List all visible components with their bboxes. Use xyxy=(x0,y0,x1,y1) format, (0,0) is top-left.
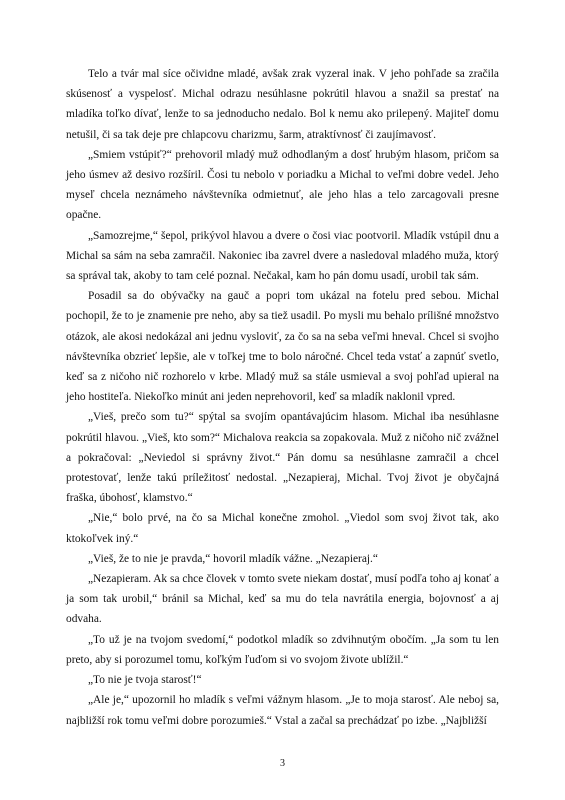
paragraph: „Nezapieram. Ak sa chce človek v tomto svete niekam dostať, musí podľa toho aj konať a ja som tak urobil,“ bránil sa Michal, keď sa mu do tela navrátila energia, bojovnosť a aj odvaha. xyxy=(66,573,499,626)
paragraph: „Ale je,“ upozornil ho mladík s veľmi vážnym hlasom. „Je to moja starosť. Ale neboj sa, najbližší rok tomu veľmi dobre porozumieš.“ Vstal a začal sa prechádzať po izbe. „Najbližší xyxy=(66,694,499,727)
paragraph: Posadil sa do obývačky na gauč a popri tom ukázal na fotelu pred sebou. Michal pochopil, že to je znamenie pre neho, aby sa tiež usadil. Po mysli mu behalo prílišné množstvo otázok, ale akosi nedokázal ani jednu vysloviť, za čo sa na seba veľmi hneval. Chcel si svojho návštevníka obzrieť lepšie, ale v toľkej tme to bolo náročné. Chcel teda vstať a zapnúť svetlo, keď sa z ničoho nič rozhorelo v krbe. Mladý muž sa stále usmieval a svoj pohľad upieral na jeho hostiteľa. Niekoľko minút ani jeden neprehovoril, keď sa mladík naklonil vpred. xyxy=(66,290,499,404)
paragraph: „To už je na tvojom svedomí,“ podotkol mladík so zdvihnutým obočím. „Ja som tu len preto, aby si porozumel tomu, koľkým ľuďom si vo svojom živote ublížil.“ xyxy=(66,633,499,666)
paragraph: „Samozrejme,“ šepol, prikývol hlavou a dvere o čosi viac pootvoril. Mladík vstúpil dnu a Michal sa sám na seba zamračil. Nakoniec iba zavrel dvere a nasledoval mladého muža, ktorý sa správal tak, akoby to tam celé poznal. Nečakal, kam ho pán domu usadí, urobil tak sám. xyxy=(66,229,499,283)
body-text xyxy=(66,64,499,731)
paragraph: „Nie,“ bolo prvé, na čo sa Michal konečne zmohol. „Viedol som svoj život tak, ako ktokoľvek iný.“ xyxy=(66,512,499,545)
page-number: 3 xyxy=(280,758,285,769)
paragraph: „Smiem vstúpiť?“ prehovoril mladý muž odhodlaným a dosť hrubým hlasom, pričom sa jeho úsmev až desivo rozšíril. Čosi tu nebolo v poriadku a Michal to veľmi dobre vedel. Jeho myseľ chcela neznámeho návštevníka odmietnuť, ale jeho hlas a telo zarcagovali presne opačne. xyxy=(66,148,499,222)
paragraph: Telo a tvár mal síce očividne mladé, avšak zrak vyzeral inak. V jeho pohľade sa zračila skúsenosť a vyspelosť. Michal odrazu nesúhlasne pokrútil hlavou a snažil sa prestať na mladíka toľko dívať, lenže to sa jednoducho nedalo. Bol k nemu ako prilepený. Majiteľ domu netušil, či sa tak deje pre chlapcovu charizmu, šarm, atraktívnosť či zaujímavosť. xyxy=(66,68,499,141)
paragraph: „To nie je tvoja starosť!“ xyxy=(88,674,202,687)
paragraph: „Vieš, že to nie je pravda,“ hovoril mladík vážne. „Nezapieraj.“ xyxy=(88,552,378,565)
paragraph: „Vieš, prečo som tu?“ spýtal sa svojím opantávajúcim hlasom. Michal iba nesúhlasne pokrútil hlavou. „Vieš, kto som?“ Michalova reakcia sa zopakovala. Muž z ničoho nič zvážnel a pokračoval: „Neviedol si správny život.“ Pán domu sa nesúhlasne zamračil a chcel protestovať, lenže takú príležitosť nedostal. „Nezapieraj, Michal. Tvoj život je obyčajná fraška, úbohosť, klamstvo.“ xyxy=(66,411,499,505)
